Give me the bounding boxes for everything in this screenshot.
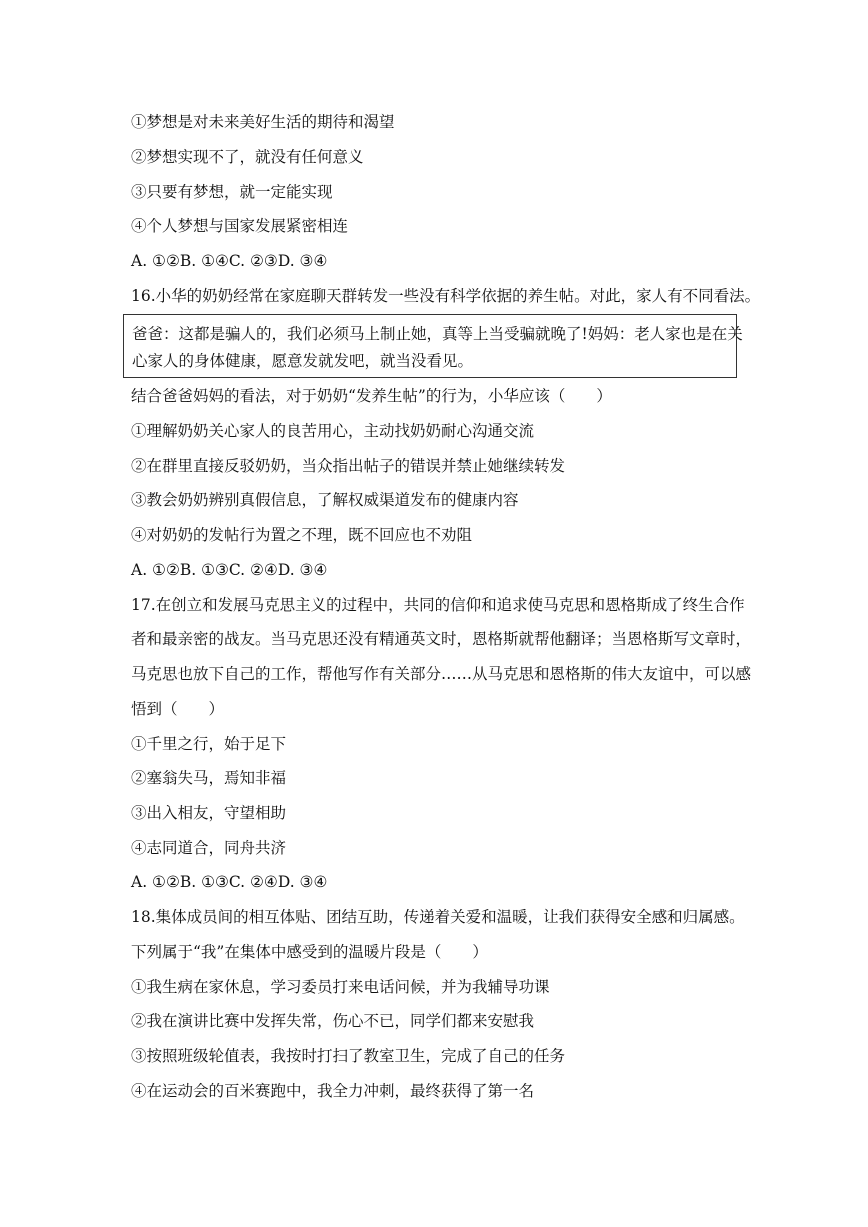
q16-quote-box [123, 314, 743, 378]
q17-stem-line-4: 悟到（ ） [131, 700, 225, 718]
q17-stem-line-2: 者和最亲密的战友。当马克思还没有精通英文时，恩格斯就帮他翻译；当恩格斯写文章时， [131, 630, 752, 648]
q16-choices: A. ①②B. ①③C. ②④D. ③④ [131, 561, 328, 579]
q15-option-3: ③只要有梦想，就一定能实现 [131, 183, 333, 201]
q16-stem: 16.小华的奶奶经常在家庭聊天群转发一些没有科学依据的养生帖。对此，家人有不同看法。 [131, 287, 761, 305]
q15-option-4: ④个人梦想与国家发展紧密相连 [131, 217, 349, 235]
q16-option-2: ②在群里直接反驳奶奶，当众指出帖子的错误并禁止她继续转发 [131, 457, 566, 475]
q17-stem-line-1: 17.在创立和发展马克思主义的过程中，共同的信仰和追求使马克思和恩格斯成了终生合作 [131, 596, 745, 614]
q18-option-2: ②我在演讲比赛中发挥失常，伤心不已，同学们都来安慰我 [131, 1012, 535, 1030]
q16-option-1: ①理解奶奶关心家人的良苦用心，主动找奶奶耐心沟通交流 [131, 422, 535, 440]
q18-stem-line-1: 18.集体成员间的相互体贴、团结互助，传递着关爱和温暖，让我们获得安全感和归属感。 [131, 908, 745, 926]
q17-choices: A. ①②B. ①③C. ②④D. ③④ [131, 873, 328, 891]
q16-question: 结合爸爸妈妈的看法，对于奶奶“发养生帖”的行为，小华应该（ ） [131, 387, 612, 405]
q16-box-line-2: 心家人的身体健康，愿意发就发吧，就当没看见。 [132, 352, 474, 370]
q15-choices: A. ①②B. ①④C. ②③D. ③④ [131, 252, 328, 270]
q15-option-2: ②梦想实现不了，就没有任何意义 [131, 148, 364, 166]
q17-option-2: ②塞翁失马，焉知非福 [131, 769, 287, 787]
q18-option-1: ①我生病在家休息，学习委员打来电话问候，并为我辅导功课 [131, 978, 550, 996]
q17-option-1: ①千里之行，始于足下 [131, 735, 287, 753]
q17-option-3: ③出入相友，守望相助 [131, 804, 287, 822]
q17-stem-line-3: 马克思也放下自己的工作，帮他写作有关部分……从马克思和恩格斯的伟大友谊中，可以感 [131, 665, 752, 683]
q18-stem-line-2: 下列属于“我”在集体中感受到的温暖片段是（ ） [131, 943, 488, 961]
q16-option-3: ③教会奶奶辨别真假信息，了解权威渠道发布的健康内容 [131, 491, 519, 509]
q18-option-3: ③按照班级轮值表，我按时打扫了教室卫生，完成了自己的任务 [131, 1047, 566, 1065]
q16-box-line-1: 爸爸：这都是骗人的，我们必须马上制止她，真等上当受骗就晚了!妈妈：老人家也是在关 [132, 325, 743, 343]
q18-option-4: ④在运动会的百米赛跑中，我全力冲刺，最终获得了第一名 [131, 1082, 535, 1100]
q17-option-4: ④志同道合，同舟共济 [131, 839, 287, 857]
q15-option-1: ①梦想是对未来美好生活的期待和渴望 [131, 113, 395, 131]
q16-option-4: ④对奶奶的发帖行为置之不理，既不回应也不劝阻 [131, 526, 473, 544]
